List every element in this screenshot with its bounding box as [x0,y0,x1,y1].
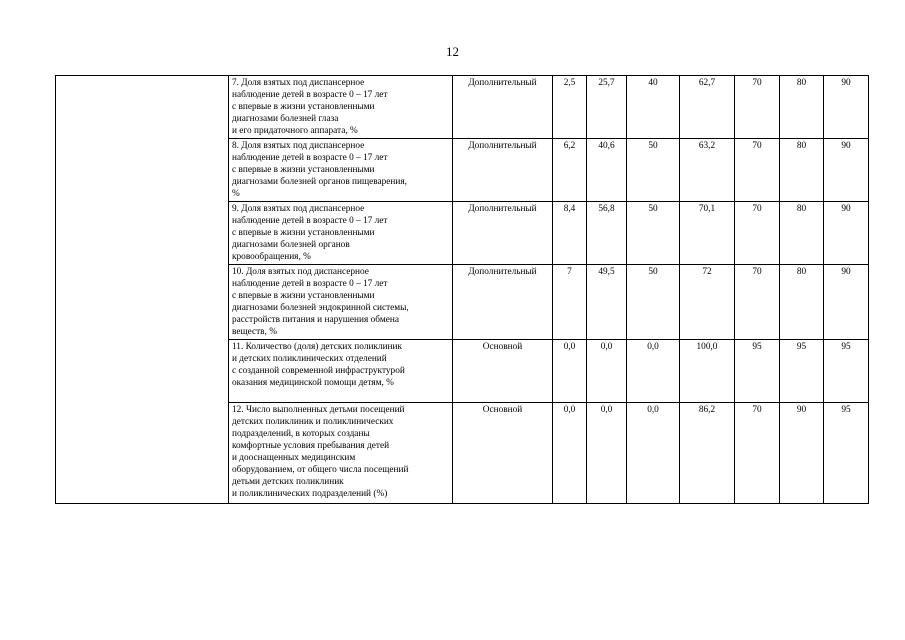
indicator-name-line: и дооснащенных медицинским [232,453,356,463]
value-cell: 80 [780,202,824,265]
indicator-type-cell: Основной [453,340,553,403]
indicator-name-line: наблюдение детей в возрасте 0 – 17 лет [232,90,388,100]
value-cell: 90 [824,265,869,340]
value-cell: 6,2 [553,139,587,202]
indicator-name-line: и поликлинических подразделений (%) [232,489,388,499]
value-cell: 56,8 [587,202,627,265]
value-cell: 0,0 [627,403,680,504]
indicator-name-line: наблюдение детей в возрасте 0 – 17 лет [232,216,388,226]
value-cell: 80 [780,76,824,139]
indicator-name-line: оборудованием, от общего числа посещений [232,465,409,475]
value-cell: 7 [553,265,587,340]
indicator-name-line: с созданной современной инфраструктурой [232,366,405,376]
value-cell: 50 [627,265,680,340]
value-cell: 62,7 [680,76,735,139]
indicator-name-cell [229,403,453,504]
value-cell: 0,0 [627,340,680,403]
empty-first-column-cell [56,76,229,504]
indicator-type-cell: Дополнительный [453,76,553,139]
value-cell: 70 [735,139,780,202]
value-cell: 0,0 [553,403,587,504]
value-cell: 80 [780,139,824,202]
indicator-name-line: кровообращения, % [232,252,311,262]
value-cell: 70 [735,265,780,340]
indicator-type-cell: Основной [453,403,553,504]
value-cell: 49,5 [587,265,627,340]
indicator-name-line: наблюдение детей в возрасте 0 – 17 лет [232,153,388,163]
indicator-name-line: 7. Доля взятых под диспансерное [232,78,365,88]
indicator-name-cell [229,139,453,202]
indicator-name-line: 8. Доля взятых под диспансерное [232,141,365,151]
indicator-type-cell: Дополнительный [453,139,553,202]
value-cell-2019: 2,5 [553,76,587,139]
indicator-type-cell: Дополнительный [453,265,553,340]
value-cell: 0,0 [553,340,587,403]
indicator-type-cell: Дополнительный [453,202,553,265]
value-cell: 80 [780,265,824,340]
value-cell: 63,2 [680,139,735,202]
value-cell: 100,0 [680,340,735,403]
value-cell: 70 [735,403,780,504]
value-cell: 90 [824,139,869,202]
indicator-name-line: оказания медицинской помощи детям, % [232,378,394,388]
indicator-name-line: 9. Доля взятых под диспансерное [232,204,365,214]
indicator-name-line: и детских поликлинических отделений [232,354,387,364]
value-cell: 70,1 [680,202,735,265]
indicator-name-cell [229,76,453,139]
value-cell: 95 [780,340,824,403]
value-cell: 40 [627,76,680,139]
indicator-name-line: с впервые в жизни установленными [232,165,375,175]
indicators-table [55,75,869,504]
indicator-name-line: диагнозами болезней глаза [232,114,339,124]
value-cell: 95 [824,403,869,504]
indicator-name-line: диагнозами болезней органов пищеварения, [232,177,407,187]
value-cell: 50 [627,139,680,202]
indicator-name-line: 10. Доля взятых под диспансерное [232,267,369,277]
value-cell: 90 [780,403,824,504]
indicator-name-line: 11. Количество (доля) детских поликлиник [232,342,403,352]
value-cell: 8,4 [553,202,587,265]
value-cell: 90 [824,76,869,139]
indicator-name-line: наблюдение детей в возрасте 0 – 17 лет [232,279,388,289]
indicator-name-line: комфортные условия пребывания детей [232,441,390,451]
indicator-name-cell [229,202,453,265]
value-cell: 25,7 [587,76,627,139]
value-cell: 72 [680,265,735,340]
indicator-name-line: расстройств питания и нарушения обмена [232,315,399,325]
value-cell: 86,2 [680,403,735,504]
indicator-name-cell [229,340,453,403]
indicator-name-line: с впервые в жизни установленными [232,291,375,301]
value-cell: 0,0 [587,340,627,403]
indicator-name-line: веществ, % [232,327,277,337]
indicator-name-line: с впервые в жизни установленными [232,102,375,112]
value-cell: 50 [627,202,680,265]
table-row [56,76,869,139]
indicator-name-line: детьми детских поликлиник [232,477,344,487]
value-cell: 70 [735,76,780,139]
indicator-name-cell [229,265,453,340]
indicator-name-line: с впервые в жизни установленными [232,228,375,238]
value-cell: 95 [735,340,780,403]
indicator-name-line: диагнозами болезней эндокринной системы, [232,303,409,313]
indicator-name-line: % [232,189,240,199]
value-cell: 95 [824,340,869,403]
indicator-name-line: и его придаточного аппарата, % [232,126,358,136]
indicator-name-line: 12. Число выполненных детьми посещений [232,405,405,415]
table-body [56,76,869,504]
indicator-name-line: диагнозами болезней органов [232,240,350,250]
value-cell: 70 [735,202,780,265]
value-cell: 40,6 [587,139,627,202]
indicator-name-line: детских поликлиник и поликлинических [232,417,394,427]
value-cell: 90 [824,202,869,265]
page-number: 12 [446,44,459,59]
value-cell: 0,0 [587,403,627,504]
indicator-name-line: подразделений, в которых созданы [232,429,370,439]
